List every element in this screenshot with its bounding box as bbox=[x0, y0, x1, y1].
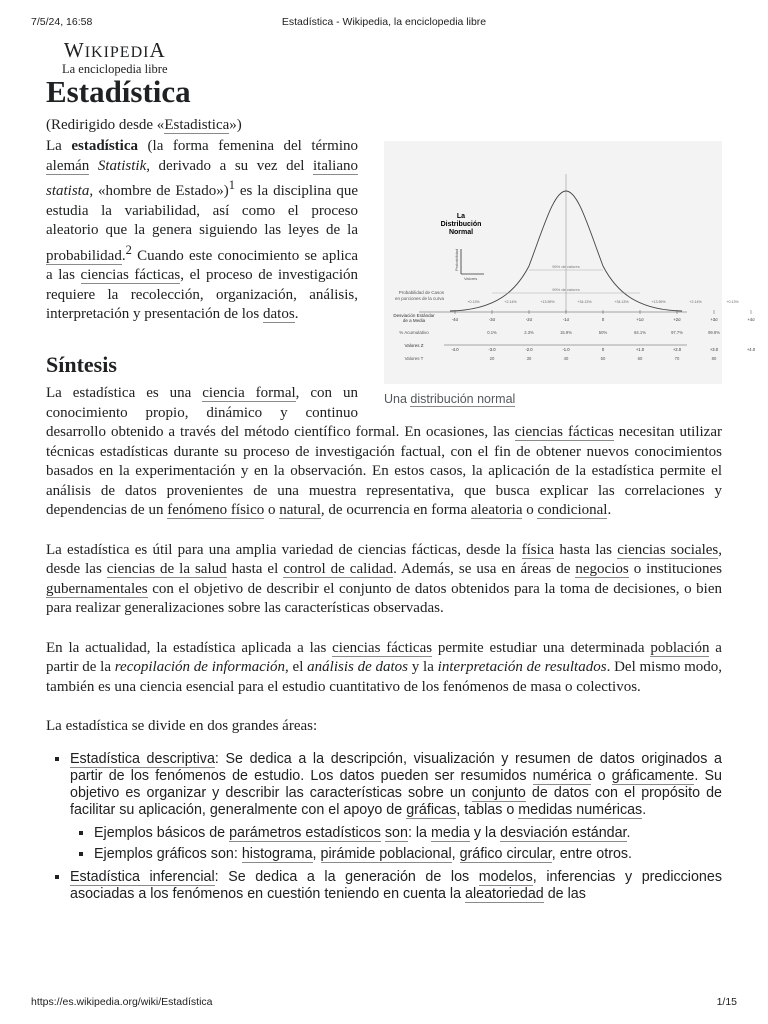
link-condicional[interactable]: condicional bbox=[537, 502, 608, 518]
link-piramide-poblacional[interactable]: pirámide poblacional bbox=[320, 845, 452, 862]
band-prob: +0.13% bbox=[726, 300, 739, 304]
link-aleman[interactable]: alemán bbox=[46, 157, 90, 174]
sintesis-paragraph-3: En la actualidad, la estadística aplicada a las ciencias fácticas permite estudiar una determinada población a partir de la recopilación de información, el análisis de datos y la interpretación de resultados. Del mismo modo, también es una ciencia esencial para el estudio cuantitativo de los fenómenos de masa o colectivos. bbox=[46, 639, 723, 695]
link-aleatoria[interactable]: aleatoria bbox=[470, 502, 523, 518]
cumulative-value: 15.9% bbox=[560, 330, 572, 335]
sd-label-2: de a Media bbox=[402, 318, 426, 323]
cumulative-value: 84.1% bbox=[634, 330, 646, 335]
intro-paragraph: La estadística (la forma femenina del término alemán Statistik, derivado a su vez del italiano statista, «hombre de Estado»)$^1$ es la disciplina que estudia la variabilidad, así como el proceso aleatorio que la genera siguiendo las leyes de la probabilidad.$^2$ Cuando este conocimiento se aplica a las ciencias fácticas, el proceso de investigación requiere la recolección, organización, análisis, interpretación y presentación de los datos. bbox=[46, 138, 359, 322]
band-probabilities bbox=[467, 300, 739, 304]
diagram-title-3: Normal bbox=[448, 229, 474, 236]
z-value: 0 bbox=[601, 347, 605, 352]
link-histograma[interactable]: histograma bbox=[241, 845, 313, 862]
link-estadistica-descriptiva[interactable]: Estadística descriptiva bbox=[70, 750, 215, 767]
link-ciencias-facticas[interactable]: ciencias fácticas bbox=[80, 267, 181, 283]
sd-label-1: Desviación Estándar bbox=[393, 313, 435, 318]
t-value: 30 bbox=[526, 356, 532, 361]
sintesis-paragraph-4: La estadística se divide en dos grandes áreas: bbox=[46, 718, 318, 734]
link-estadistica-inferencial[interactable]: Estadística inferencial bbox=[70, 868, 215, 885]
band-prob: +0.13% bbox=[467, 300, 480, 304]
sd-tick-label: +2σ bbox=[673, 317, 681, 322]
z-values bbox=[451, 347, 755, 352]
print-page-number: 1/15 bbox=[716, 996, 737, 1008]
sd-tick-label: 0 bbox=[601, 317, 605, 322]
band-prob: +34.13% bbox=[614, 300, 629, 304]
band-prob: +34.13% bbox=[577, 300, 592, 304]
cumulative-value: 97.7% bbox=[671, 330, 683, 335]
z-value: -1.0 bbox=[562, 347, 570, 352]
cumulative-values bbox=[487, 330, 720, 335]
link-conjunto[interactable]: conjunto bbox=[471, 784, 526, 801]
cum-label: % Acumulativo bbox=[399, 330, 429, 335]
diagram-title-2: Distribución bbox=[440, 221, 482, 228]
band-prob: +13.59% bbox=[651, 300, 666, 304]
t-value: 50 bbox=[600, 356, 606, 361]
link-fenomeno-fisico[interactable]: fenómeno físico bbox=[167, 502, 265, 518]
link-aleatoriedad[interactable]: aleatoriedad bbox=[465, 885, 544, 902]
link-probabilidad[interactable]: probabilidad bbox=[46, 247, 122, 264]
sd-tick-label: -2σ bbox=[525, 317, 533, 322]
t-label: Valores T bbox=[404, 356, 424, 361]
link-natural[interactable]: natural bbox=[279, 502, 321, 518]
caption-link[interactable]: distribución normal bbox=[410, 392, 516, 406]
figure-caption: Una distribución normal bbox=[384, 392, 516, 406]
link-ciencias-facticas-3[interactable]: ciencias fácticas bbox=[332, 639, 433, 656]
link-gubernamentales[interactable]: gubernamentales bbox=[46, 580, 148, 597]
link-desviacion-estandar[interactable]: desviación estándar bbox=[500, 824, 627, 841]
sd-tick-label: +4σ bbox=[747, 317, 755, 322]
redirect-link[interactable]: Estadistica bbox=[164, 117, 230, 133]
logo-wordmark: WIKIPEDIA bbox=[63, 38, 166, 62]
sd-tick-label: +1σ bbox=[636, 317, 644, 322]
prob-label-1: Probabilidad de Casos bbox=[398, 290, 444, 295]
sintesis-paragraph-2: La estadística es útil para una amplia variedad de ciencias fácticas, desde la física hasta las ciencias sociales, desde las ciencias de la salud hasta el control de calidad. Además, se usa en áreas de negocios o instituciones gubernamentales con el objetivo de describir el conjunto de datos obtenidos para la toma de decisiones, o bien para realizar generalizaciones sobre las características observadas. bbox=[46, 541, 723, 616]
areas-list bbox=[46, 751, 722, 903]
ref-2[interactable]: 2 bbox=[125, 242, 132, 257]
mini-y-label: Probabilidad bbox=[454, 248, 459, 271]
logo-subtitle: La enciclopedia libre bbox=[62, 62, 168, 76]
sintesis-paragraph-1: La estadística es una ciencia formal, con un conocimiento propio, dinámico y continuo desarrollo obtenido a través del método científico formal. En ocasiones, las ciencias fácticas necesitan utilizar técnicas estadísticas durante su proceso de investigación factual, con el fin de obtener nuevos conocimientos basados en la experimentación y en la observación. En estos casos, la aplicación de la estadística permite el análisis de datos provenientes de una muestra representativa, que busca explicar las correlaciones y dependencias de un fenómeno físico o natural, de ocurrencia en forma aleatoria o condicional. bbox=[46, 385, 722, 518]
link-parametros-estadisticos[interactable]: parámetros estadísticos bbox=[229, 824, 381, 841]
normal-distribution-diagram bbox=[384, 141, 756, 384]
sd-tick-label: -3σ bbox=[488, 317, 496, 322]
link-son[interactable]: son bbox=[384, 824, 408, 841]
page-title: Estadística bbox=[46, 74, 191, 109]
ref-1[interactable]: 1 bbox=[228, 178, 235, 192]
figure-normal-distribution bbox=[384, 141, 756, 410]
z-value: -3.0 bbox=[488, 347, 496, 352]
band-prob: +2.14% bbox=[504, 300, 517, 304]
redirect-notice: (Redirigido desde «Estadistica») bbox=[46, 117, 242, 133]
print-page-title: Estadística - Wikipedia, la enciclopedia libre bbox=[281, 16, 487, 28]
link-ciencias-sociales[interactable]: ciencias sociales bbox=[617, 541, 719, 558]
list-item-parametros: ▪ Ejemplos básicos de parámetros estadísticos son: la media y la desviación estándar. bbox=[94, 825, 722, 842]
list-item-graficos: ▪ Ejemplos gráficos son: histograma, pirámide poblacional, gráfico circular, entre otros. bbox=[94, 846, 722, 863]
link-grafico-circular[interactable]: gráfico circular bbox=[459, 845, 552, 862]
print-datetime: 7/5/24, 16:58 bbox=[31, 16, 93, 28]
link-poblacion[interactable]: población bbox=[650, 639, 710, 656]
list-item-inferencial: ▪ Estadística inferencial: Se dedica a la generación de los modelos, inferencias y predicciones asociadas a los fenómenos en cuestión teniendo en cuenta la aleatoriedad de las bbox=[70, 869, 722, 903]
link-graficamente[interactable]: gráficamente bbox=[611, 767, 695, 784]
z-label: Valores Z bbox=[404, 343, 424, 348]
link-ciencia-formal[interactable]: ciencia formal bbox=[202, 385, 296, 401]
list-item-descriptiva: ▪ Estadística descriptiva: Se dedica a la descripción, visualización y resumen de datos originados a partir de los fenómenos de estudio. Los datos pueden ser resumidos numérica o gráficamente. Su objetivo es organizar y describir las características sobre un conjunto de datos con el propósito de facilitar su aplicación, generalmente con el apoyo de gráficas, tablas o medidas numéricas. ▪ Ejemplos básicos de parámetros estadísticos son: la media y la desviación estándar. ▪ Ejemplos gráficos son: histograma, pirámide poblacional, gráfico circular, entre otros. bbox=[70, 751, 722, 863]
t-values bbox=[490, 356, 717, 361]
z-value: -2.0 bbox=[525, 347, 533, 352]
link-control-calidad[interactable]: control de calidad bbox=[283, 561, 394, 577]
t-value: 40 bbox=[563, 356, 569, 361]
article-content bbox=[46, 137, 756, 909]
link-graficas[interactable]: gráficas bbox=[406, 801, 457, 818]
link-ciencias-salud[interactable]: ciencias de la salud bbox=[106, 561, 227, 577]
section-heading-sintesis: Síntesis bbox=[46, 351, 117, 377]
cumulative-value: 0.1% bbox=[487, 330, 497, 335]
sd-tick-label: -1σ bbox=[562, 317, 570, 322]
link-media[interactable]: media bbox=[430, 824, 470, 841]
link-ciencias-facticas-2[interactable]: ciencias fácticas bbox=[514, 424, 614, 440]
z-value: +4.0 bbox=[746, 347, 756, 352]
z-value: +3.0 bbox=[709, 347, 719, 352]
link-fisica[interactable]: física bbox=[521, 541, 555, 558]
link-modelos[interactable]: modelos bbox=[478, 868, 533, 885]
print-url: https://es.wikipedia.org/wiki/Estadística bbox=[31, 996, 213, 1008]
z-value: +2.0 bbox=[672, 347, 682, 352]
z-value: -4.0 bbox=[451, 347, 459, 352]
z-value: +1.0 bbox=[635, 347, 645, 352]
sd-tick-label: -4σ bbox=[451, 317, 459, 322]
wikipedia-logo[interactable] bbox=[62, 40, 168, 76]
cumulative-value: 2.3% bbox=[524, 330, 534, 335]
link-medidas-numericas[interactable]: medidas numéricas bbox=[518, 801, 643, 818]
link-negocios[interactable]: negocios bbox=[575, 561, 629, 577]
band-prob: +13.59% bbox=[540, 300, 555, 304]
mini-x-label: Valores bbox=[464, 276, 478, 281]
sd-tick-label: +3σ bbox=[710, 317, 718, 322]
prob-label-2: en porciones de la curva bbox=[394, 296, 444, 301]
link-numerica[interactable]: numérica bbox=[532, 767, 592, 784]
cumulative-value: 50% bbox=[598, 330, 608, 335]
cumulative-value: 99.9% bbox=[708, 330, 720, 335]
figure-image[interactable] bbox=[384, 141, 756, 384]
t-value: 80 bbox=[711, 356, 717, 361]
diagram-title-1: La bbox=[456, 213, 466, 220]
t-value: 20 bbox=[489, 356, 495, 361]
band-prob: +2.14% bbox=[689, 300, 702, 304]
label-99: 99% de valores bbox=[552, 287, 580, 292]
t-value: 60 bbox=[637, 356, 643, 361]
descriptiva-sublist bbox=[70, 825, 722, 863]
link-italiano[interactable]: italiano bbox=[313, 157, 358, 174]
t-value: 70 bbox=[674, 356, 680, 361]
label-95: 95% de valores bbox=[552, 264, 580, 269]
link-datos[interactable]: datos bbox=[263, 306, 295, 322]
